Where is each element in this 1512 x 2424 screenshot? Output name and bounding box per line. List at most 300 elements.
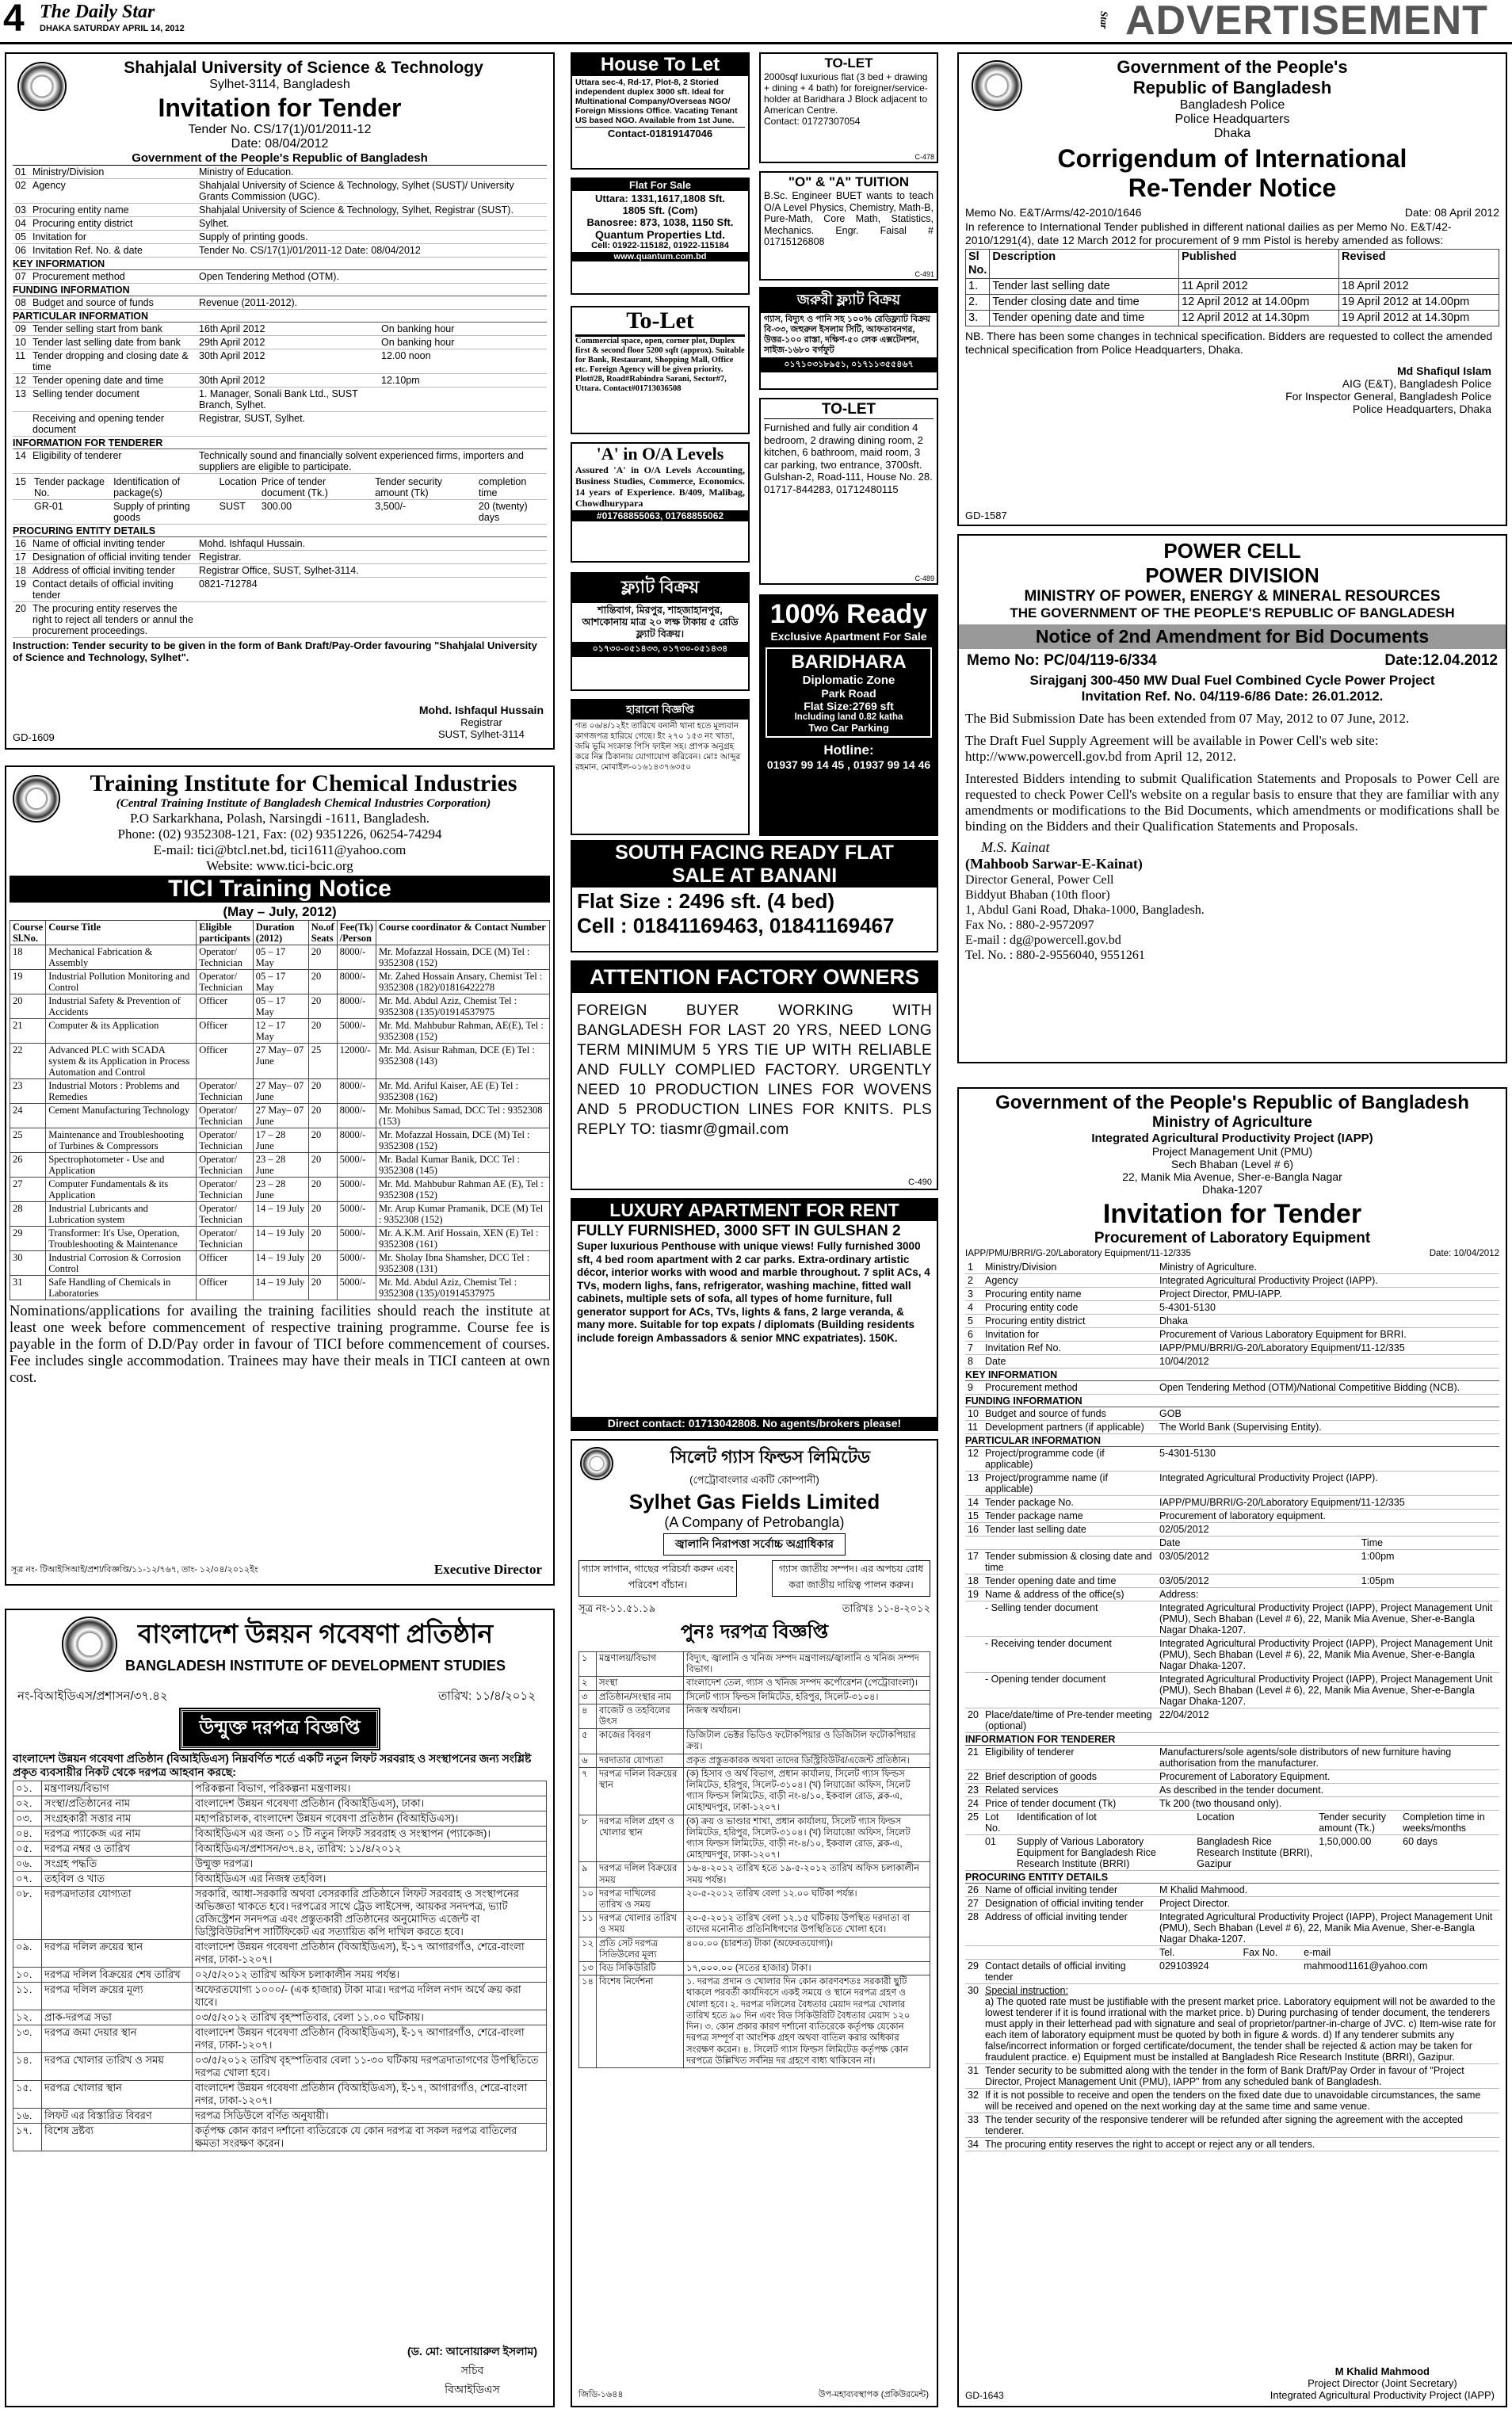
- sust-particular: PARTICULAR INFORMATION: [13, 311, 547, 323]
- police-l1: Bangladesh Police: [1179, 98, 1285, 112]
- table-cell: Mr. Badal Kumar Banik, DCC Tel : 9352308 (145): [376, 1153, 549, 1178]
- table-cell: Invitation for: [983, 1328, 1157, 1342]
- table-cell: 05 – 17 May: [253, 970, 308, 994]
- table-cell: ০৬.: [13, 1857, 42, 1872]
- table-cell: 12: [13, 374, 30, 387]
- table-cell: [379, 387, 547, 412]
- table-cell: Revenue (2011-2012).: [197, 296, 547, 310]
- table-cell: 31: [965, 2064, 983, 2089]
- table-cell: বাজেট ও তহবিলের উৎস: [597, 1704, 684, 1728]
- table-row: [10, 1104, 550, 1128]
- table-cell: 20: [13, 602, 30, 638]
- table-cell: ০৯.: [13, 1940, 42, 1968]
- tuition-body: B.Sc. Engineer BUET wants to teach O/A Level Physics, Chemistry, Math-B, Pure-Math, Core Math, Statistics, Mechanics. Engr. Faisal # 01715126808: [764, 190, 934, 247]
- house-title: House To Let: [572, 54, 748, 76]
- table-row: [579, 1815, 930, 1862]
- sust-sig-title: Registrar: [460, 716, 502, 728]
- factory-title: ATTENTION FACTORY OWNERS: [572, 962, 937, 993]
- table-row: [10, 1019, 550, 1044]
- section-title: ADVERTISEMENT: [1125, 0, 1488, 44]
- table-cell: ০২/৫/২০১২ তারিখ অফিস চলাকালীন সময় পর্যন্ত।: [193, 1968, 547, 1983]
- luxury-apartment-ad: [571, 1198, 938, 1431]
- table-cell: 4: [965, 1301, 983, 1315]
- table-cell: (ক) হিসাব ও অর্থ বিভাগ, প্রধান কার্যালয়, সিলেট গ্যাস ফিল্ডস লিমিটেড, হরিপুর, সিলেট-৩১০৪। (খ) লিয়াজো অফিস, সিলেট গ্যাস ফিল্ডস লিমিটেড, বাড়ী নং-৪/১০, ইকবাল রোড, ব্লক-এ, মোহাম্মদপুর, ঢাকা-১২০৭।: [684, 1767, 930, 1815]
- table-cell: On banking hour: [379, 323, 547, 336]
- table-cell: 10: [13, 336, 30, 349]
- iapp-city: Dhaka-1207: [1201, 1183, 1263, 1196]
- factory-owners-ad: [571, 960, 938, 1190]
- table-row: [13, 374, 547, 387]
- tolet1-body: 2000sqf luxurious flat (3 bed + drawing + dining + 4 bath) for foreigner/service-holder at Baridhara J Block adjacent to American Centre.: [764, 71, 928, 116]
- table-cell: Tender package No.: [983, 1496, 1157, 1510]
- table-row: [965, 1746, 1499, 1770]
- table-cell: 5-4301-5130: [1157, 1447, 1499, 1472]
- table-cell: 21: [965, 1746, 983, 1770]
- power-a4: Fax No. : 880-2-9572097: [965, 918, 1094, 932]
- table-cell: কাজের বিবরণ: [597, 1729, 684, 1754]
- table-cell: 19 April 2012 at 14.30pm: [1339, 311, 1499, 326]
- bnflat-body: গ্যাস, বিদ্যুৎ ও পানি সহ ১০০% রেডিফ্ল্যাট বিক্রয় বি-৩৩, জহুরুল ইসলাম সিটি, আফতাবনগর, উত্তর-১০০ রাস্তা, দক্ষিণ-৫০ লেক এক্সটেনশন, সাইজ-১৬৮০ বর্গফুট: [764, 315, 930, 355]
- table-cell: [379, 412, 547, 437]
- table-cell: দরপত্র প্যাকেজ এর নাম: [42, 1827, 193, 1842]
- table-row: [13, 1842, 547, 1857]
- sust-table-3: [13, 296, 547, 310]
- table-row: [10, 945, 550, 970]
- sylhet-en-sub: (A Company of Petrobangla): [664, 1514, 845, 1530]
- table-cell: 15: [965, 1510, 983, 1523]
- table-cell: 30: [10, 1251, 46, 1276]
- table-row: [13, 449, 547, 474]
- table-row: [965, 1510, 1499, 1523]
- ready-park: Two Car Parking: [808, 722, 889, 734]
- iapp-table-7: [965, 1746, 1499, 1811]
- table-cell: Procurement method: [983, 1381, 1157, 1395]
- table-cell: Industrial Pollution Monitoring and Control: [46, 970, 197, 994]
- tici-phone: Phone: (02) 9352308-121, Fax: (02) 9351226, 06254-74294: [117, 826, 442, 842]
- table-row: [13, 2109, 547, 2124]
- table-row: [965, 1381, 1499, 1395]
- sale-l1: Uttara: 1331,1617,1808 Sft.: [594, 193, 726, 204]
- table-row: [10, 1178, 550, 1202]
- table-cell: 12.10pm: [379, 374, 547, 387]
- table-cell: If it is not possible to receive and open the tenders on the fixed date due to unavoidable circumstances, the same will be received and opened on the next working day at the same time and same venue.: [983, 2089, 1499, 2113]
- table-cell: Project Director, PMU-IAPP.: [1157, 1288, 1499, 1301]
- tici-addr: P.O Sarkarkhana, Polash, Narsingdi -1611, Bangladesh.: [129, 811, 430, 826]
- table-row: [965, 1301, 1499, 1315]
- table-cell: Mr. A.K.M. Arif Hossain, XEN (E) Tel : 9352308 (161): [376, 1227, 549, 1251]
- table-cell: 1:05pm: [1359, 1575, 1499, 1588]
- table-cell: 30th April 2012: [197, 349, 379, 374]
- banani-l3: Flat Size : 2496 sft. (4 bed): [577, 889, 835, 913]
- table-cell: 17: [13, 551, 30, 564]
- table-cell: মন্ত্রণালয়/বিভাগ: [597, 1652, 684, 1677]
- table-row: [965, 1496, 1499, 1510]
- table-row: [13, 387, 547, 412]
- table-cell: ৪: [579, 1704, 597, 1728]
- table-cell: 12 April 2012 at 14.30pm: [1179, 311, 1339, 326]
- sylhet-safety: জ্বালানি নিরাপত্তা সর্বোচ্চ অগ্রাধিকার: [663, 1533, 846, 1556]
- ready-zone: Diplomatic Zone: [802, 674, 895, 687]
- table-cell: M Khalid Mahmood.: [1157, 1884, 1499, 1897]
- table-cell: ০৩.: [13, 1811, 42, 1827]
- table-cell: Integrated Agricultural Productivity Project (IAPP), Project Management Unit (PMU), Sech Bhaban (Level # 6), 22, Manik Mia Avenue, Sher-e-Bangla Nagar Dhaka-1207.: [1157, 1673, 1499, 1708]
- table-cell: [965, 1673, 983, 1708]
- tici-logo: [13, 775, 60, 823]
- table-row: [13, 1796, 547, 1811]
- tici-period: (May – July, 2012): [223, 904, 337, 919]
- table-cell: Designation of official inviting tender: [30, 551, 197, 564]
- table-cell: Invitation Ref No.: [983, 1342, 1157, 1355]
- iapp-pmu: Project Management Unit (PMU): [1151, 1145, 1313, 1158]
- table-cell: Ministry/Division: [983, 1261, 1157, 1274]
- table-cell: [197, 602, 547, 638]
- power-a5: E-mail : dg@powercell.gov.bd: [965, 933, 1121, 947]
- table-row: [965, 1588, 1499, 1601]
- table-row: [965, 1261, 1499, 1274]
- table-cell: Tender selling start from bank: [30, 323, 197, 336]
- table-cell: 07: [13, 270, 30, 284]
- sust-table-5: [13, 449, 547, 474]
- table-cell: নিজস্ব অর্থায়ন।: [684, 1704, 930, 1728]
- table-cell: 22: [965, 1770, 983, 1784]
- tuition-title: "O" & "A" TUITION: [788, 174, 910, 189]
- table-cell: দরপত্রদাতার যোগ্যতা: [42, 1887, 193, 1940]
- police-date: Date: 08 April 2012: [1404, 206, 1499, 219]
- table-cell: ১৩: [579, 1962, 597, 1975]
- table-cell: ৯: [579, 1862, 597, 1887]
- sylhet-bn: সিলেট গ্যাস ফিল্ডস লিমিটেড: [670, 1447, 871, 1467]
- table-cell: Officer: [197, 994, 254, 1019]
- table-cell: [965, 1601, 983, 1637]
- tolet2-title: To-Let: [575, 307, 745, 337]
- tolet3-code: C-489: [914, 575, 934, 582]
- banani-l1: SOUTH FACING READY FLAT: [572, 842, 937, 865]
- iapp-table-8: [965, 1884, 1499, 1946]
- table-cell: Ministry of Agriculture.: [1157, 1261, 1499, 1274]
- table-row: [10, 1227, 550, 1251]
- table-cell: Project/programme name (if applicable): [983, 1472, 1157, 1496]
- table-cell: 3.: [966, 311, 990, 326]
- ready-incl: Including land 0.82 katha: [794, 712, 903, 722]
- table-cell: 20: [308, 945, 337, 970]
- table-cell: প্রকৃত প্রস্তুতকারক অথবা তাদের ডিস্ট্রিবিউটর/এজেন্ট প্রতিষ্ঠান।: [684, 1754, 930, 1767]
- power-signature: M.S. Kainat: [981, 839, 1050, 855]
- sust-address: Sylhet-3114, Bangladesh: [209, 78, 350, 91]
- table-cell: 8000/-: [337, 1128, 376, 1153]
- table-row: [13, 602, 547, 638]
- iapp-s1: Project Director (Joint Secretary): [1308, 2377, 1457, 2389]
- table-row: [13, 1968, 547, 1983]
- table-row: [965, 1601, 1499, 1637]
- power-a2: Biddyut Bhaban (10th floor): [965, 888, 1110, 902]
- bids-intro: বাংলাদেশ উন্নয়ন গবেষণা প্রতিষ্ঠান (বিআইডিএস) নিম্নবর্ণিত শর্তে একটি নতুন লিফট সরবরাহ ও সংস্থাপনের জন্য সংশ্লিষ্ট প্রকৃত ব্যবসায়ীর নিকট থেকে দরপত্র আহবান করছে:: [13, 1752, 532, 1778]
- table-cell: 5000/-: [337, 1019, 376, 1044]
- table-row: [10, 1128, 550, 1153]
- table-cell: Spectrophotometer - Use and Application: [46, 1153, 197, 1178]
- sust-date: Date: 08/04/2012: [231, 137, 329, 151]
- sust-procuring: PROCURING ENTITY DETAILS: [13, 525, 547, 537]
- table-cell: Project Director.: [1157, 1897, 1499, 1911]
- ready-size: Flat Size:2769 sft: [804, 700, 894, 712]
- sust-tender-ad: [5, 52, 555, 750]
- table-cell: 09: [13, 323, 30, 336]
- table-cell: Computer & its Application: [46, 1019, 197, 1044]
- iapp-s2: Integrated Agricultural Productivity Project (IAPP): [1270, 2389, 1495, 2401]
- police-l3: Dhaka: [1213, 127, 1251, 140]
- bids-sig-org: বিআইডিএস: [445, 2383, 500, 2395]
- table-cell: 18 April 2012: [1339, 279, 1499, 295]
- table-cell: Tender package name: [983, 1510, 1157, 1523]
- iapp-table-9: [965, 2064, 1499, 2151]
- bids-logo: [62, 1617, 117, 1672]
- table-cell: 20: [308, 1128, 337, 1153]
- table-row: [13, 204, 547, 217]
- table-cell: ০৪.: [13, 1827, 42, 1842]
- table-row: [965, 1328, 1499, 1342]
- table-row: [10, 1044, 550, 1079]
- table-cell: 10: [965, 1407, 983, 1421]
- power-a6: Tel. No. : 880-2-9556040, 9551261: [965, 949, 1145, 962]
- table-cell: 5000/-: [337, 1227, 376, 1251]
- sust-sig-org: SUST, Sylhet-3114: [438, 728, 525, 740]
- table-cell: Officer: [197, 1251, 254, 1276]
- table-cell: 20: [308, 970, 337, 994]
- table-cell: Mechanical Fabrication & Assembly: [46, 945, 197, 970]
- table-cell: 7: [965, 1342, 983, 1355]
- table-row: [579, 1754, 930, 1767]
- table-cell: ১৬-৪-২০১২ তারিখ হতে ১৯-৫-২০১২ তারিখ অফিস চলাকালীন সময় পর্যন্ত।: [684, 1862, 930, 1887]
- table-cell: The procuring entity reserves the right to accept or reject any or all tenders.: [983, 2138, 1499, 2151]
- table-cell: 14 – 19 July: [253, 1251, 308, 1276]
- police-sig: Md Shafiqul Islam: [1396, 365, 1491, 377]
- table-cell: Integrated Agricultural Productivity Project (IAPP), Project Management Unit (PMU), Sech Bhaban (Level # 6), 22, Manik Mia Avenue, Sher-e-Bangla Nagar Dhaka-1207.: [1157, 1911, 1499, 1946]
- power-memo: Memo No: PC/04/119-6/334: [967, 652, 1157, 669]
- tuition-ad: [759, 171, 938, 281]
- table-cell: Procuring entity name: [983, 1288, 1157, 1301]
- table-cell: 17: [965, 1550, 983, 1575]
- table-cell: 1:00pm: [1359, 1550, 1499, 1575]
- sust-table-6: [13, 537, 547, 638]
- table-cell: 16: [13, 537, 30, 551]
- alevel-body: Assured 'A' in O/A Levels Accounting, Business Studies, Commerce, Economics. 14 years of Experience. B/409, Malibag, Chowdhurypara: [575, 464, 745, 509]
- house-contact: Contact-01819147046: [575, 127, 745, 139]
- table-cell: বিশেষ নির্দেশনা: [597, 1975, 684, 2068]
- table-cell: 14: [965, 1496, 983, 1510]
- table-row: [965, 2113, 1499, 2138]
- lost-notice-ad: [571, 699, 750, 835]
- table-cell: ০৮.: [13, 1887, 42, 1940]
- table-cell: Tender last selling date: [983, 1523, 1157, 1536]
- table-cell: 23 – 28 June: [253, 1178, 308, 1202]
- table-cell: অফেরতযোগ্য ১০০০/- (এক হাজার) টাকা মাত্র। দরপত্র দলিল নগদ অর্থে ক্রয় করা যাবে।: [193, 1983, 547, 2010]
- table-cell: সংগ্রহ পদ্ধতি: [42, 1857, 193, 1872]
- table-cell: 05 – 17 May: [253, 945, 308, 970]
- police-retender-ad: [957, 52, 1507, 526]
- ready-road: Park Road: [821, 687, 876, 700]
- police-table: [965, 249, 1499, 326]
- table-cell: ৭: [579, 1767, 597, 1815]
- police-s3: Police Headquarters, Dhaka: [1352, 403, 1491, 415]
- table-cell: Mr. Md. Asisur Rahman, DCE (E) Tel : 9352308 (143): [376, 1044, 549, 1079]
- table-row: [579, 1975, 930, 2068]
- table-cell: সংস্থা: [597, 1677, 684, 1690]
- table-cell: 22/04/2012: [1157, 1708, 1499, 1733]
- table-cell: 25: [308, 1044, 337, 1079]
- table-cell: ০৫.: [13, 1842, 42, 1857]
- table-cell: Name of official inviting tender: [983, 1884, 1157, 1897]
- power-t1: POWER CELL: [1163, 539, 1301, 563]
- table-cell: 19 April 2012 at 14.00pm: [1339, 295, 1499, 311]
- tolet3-phone: 01717-844283, 01712480115: [764, 483, 899, 495]
- table-cell: Invitation Ref. No. & date: [30, 244, 197, 258]
- table-cell: Budget and source of funds: [983, 1407, 1157, 1421]
- bids-name-bn: বাংলাদেশ উন্নয়ন গবেষণা প্রতিষ্ঠান: [137, 1619, 494, 1648]
- lost-title: হারানো বিজ্ঞপ্তি: [572, 700, 748, 720]
- alevel-phone: #01768855063, 01768855062: [572, 510, 748, 521]
- table-cell: Procurement of laboratory equipment.: [1157, 1510, 1499, 1523]
- sust-table-4: [13, 323, 547, 437]
- table-cell: Mr. Mofazzal Hossain, DCE (M) Tel : 9352308 (152): [376, 1128, 549, 1153]
- table-row: [965, 1523, 1499, 1536]
- table-row: [13, 1811, 547, 1827]
- table-cell: Procurement of Various Laboratory Equipment for BRRI.: [1157, 1328, 1499, 1342]
- table-cell: 8000/-: [337, 1104, 376, 1128]
- iapp-key: KEY INFORMATION: [965, 1369, 1499, 1381]
- table-cell: 5000/-: [337, 1202, 376, 1227]
- table-row: [579, 1704, 930, 1728]
- iapp-min: Ministry of Agriculture: [1152, 1114, 1312, 1131]
- table-cell: 18: [965, 1575, 983, 1588]
- table-cell: দরদাতার যোগ্যতা: [597, 1754, 684, 1767]
- table-row: [13, 323, 547, 336]
- table-cell: ১০: [579, 1887, 597, 1911]
- table-cell: 19: [10, 970, 46, 994]
- police-body: In reference to International Tender published in different national dailies as per Memo No. E&T/42-2010/1291(4), date 12 March 2012 for procurement of 9 mm Pistol is hereby amended as follows:: [965, 220, 1452, 246]
- table-cell: Officer: [197, 1276, 254, 1300]
- table-cell: Officer: [197, 1019, 254, 1044]
- table-cell: Dhaka: [1157, 1315, 1499, 1328]
- tici-title: TICI Training Notice: [10, 876, 550, 903]
- table-cell: Shahjalal University of Science & Technology, Sylhet, Registrar (SUST).: [197, 204, 547, 217]
- bids-title: উন্মুক্ত দরপত্র বিজ্ঞপ্তি: [181, 1709, 378, 1749]
- power-inv: Invitation Ref. No. 04/119-6/86 Date: 26.01.2012.: [1081, 689, 1384, 704]
- table-cell: Address:: [1157, 1588, 1499, 1601]
- table-row: [13, 412, 547, 437]
- table-cell: দরপত্র খোলার তারিখ ও সময়: [42, 2053, 193, 2081]
- table-cell: ১৫.: [13, 2081, 42, 2109]
- sylhet-en: Sylhet Gas Fields Limited: [628, 1490, 880, 1514]
- table-cell: ০২.: [13, 1796, 42, 1811]
- table-cell: বাংলাদেশ উন্নয়ন গবেষণা প্রতিষ্ঠান (বিআইডিএস), ই-১৭ আগারগাঁও, শেরে-বাংলা নগর, ঢাকা-১২০৭।: [193, 2025, 547, 2053]
- table-cell: ১. দরপত্র প্রদান ও খোলার দিন কোন কারণবশতঃ সরকারী ছুটি থাকলে পরবর্তী কার্যদিবসে একই সময়ে ও স্থানে দরপত্র গ্রহণ ও খোলা হবে। ২. দরপত্র দলিলের বৈধতার মেয়াদ দরপত্র খোলার তারিখ হতে ৯০ দিন এবং বিড সিকিউরিটি বৈধতার মেয়াদ ১২০ দিন। ৩. কোন প্রকার কারণ দর্শানো ব্যতিরেকে কর্তৃপক্ষ যেকোন দরপত্র সম্পূর্ণ বা আংশিক গ্রহণ অথবা বাতিল করার অধিকার সংরক্ষণ করেন। ৪. সিলেট গ্যাস ফিল্ডস লিমিটেড কর্তৃপক্ষ কোন দরপত্রে উল্লিখিত সর্বনিম্ন দর গ্রহণে বাধ্য থাকিবেন না।: [684, 1975, 930, 2068]
- table-cell: Contact details of official inviting tender: [30, 578, 197, 602]
- table-cell: 20: [308, 1019, 337, 1044]
- police-gov1: Government of the People's: [1117, 57, 1348, 77]
- iapp-table-3: [965, 1407, 1499, 1434]
- table-cell: 8000/-: [337, 994, 376, 1019]
- sust-sig-name: Mohd. Ishfaqul Hussain: [418, 704, 544, 716]
- table-row: [13, 1887, 547, 1940]
- table-cell: 02: [13, 179, 30, 204]
- table-row: [10, 970, 550, 994]
- police-gov2: Republic of Bangladesh: [1132, 78, 1332, 97]
- table-cell: 21: [10, 1019, 46, 1044]
- column-header: Sl No.: [966, 250, 990, 279]
- table-cell: 14 – 19 July: [253, 1202, 308, 1227]
- table-row: [965, 1355, 1499, 1369]
- table-cell: ৩: [579, 1690, 597, 1704]
- iapp-gov: Government of the People's Republic of Bangladesh: [995, 1092, 1469, 1113]
- table-cell: প্রাক-দরপত্র সভা: [42, 2010, 193, 2025]
- table-cell: 19: [13, 578, 30, 602]
- table-cell: Brief description of goods: [983, 1770, 1157, 1784]
- table-cell: বাংলাদেশ উন্নয়ন গবেষণা প্রতিষ্ঠান (বিআইডিএস), ঢাকা।: [193, 1796, 547, 1811]
- table-cell: Registrar, SUST, Sylhet.: [197, 412, 379, 437]
- table-cell: ০১.: [13, 1781, 42, 1796]
- power-t3: MINISTRY OF POWER, ENERGY & MINERAL RESOURCES: [1024, 588, 1441, 605]
- table-cell: 11: [965, 1421, 983, 1434]
- table-cell: 5000/-: [337, 1178, 376, 1202]
- dateline: DHAKA SATURDAY APRIL 14, 2012: [40, 24, 185, 33]
- table-cell: ০৩/৫/২০১২ তারিখ বৃহস্পতিবার, বেলা ১১.০০ ঘটিকায়।: [193, 2010, 547, 2025]
- table-cell: দরপত্র খোলার স্থান: [42, 2081, 193, 2109]
- table-cell: - Selling tender document: [983, 1601, 1157, 1637]
- table-cell: Tender closing date and time: [990, 295, 1179, 311]
- table-row: [10, 1079, 550, 1104]
- table-cell: 06: [13, 244, 30, 258]
- table-row: [579, 1862, 930, 1887]
- table-cell: 23: [965, 1784, 983, 1797]
- table-cell: Operator/ Technician: [197, 1178, 254, 1202]
- table-cell: উন্মুক্ত দরপত্র।: [193, 1857, 547, 1872]
- table-cell: দরপত্র দলিল ক্রয়ের স্থান: [42, 1940, 193, 1968]
- bn-flat-sale-2-ad: [571, 572, 750, 691]
- table-cell: 29: [10, 1227, 46, 1251]
- table-row: [965, 2089, 1499, 2113]
- table-cell: Selling tender document: [30, 387, 197, 412]
- table-cell: 20: [308, 1153, 337, 1178]
- table-cell: Tender security to be submitted along with the tender in the form of Bank Draft/Pay Order in favour of "Project Director, Project Management Unit (PMU), IAPP" from any scheduled bank of Bangladesh.: [983, 2064, 1499, 2089]
- tolet1-code: C-478: [914, 153, 934, 161]
- table-cell: Price of tender document (Tk): [983, 1797, 1157, 1811]
- iapp-bh: Sech Bhaban (Level # 6): [1170, 1158, 1294, 1170]
- factory-code: C-490: [908, 1178, 932, 1187]
- table-row: [13, 2124, 547, 2151]
- table-cell: 05: [13, 231, 30, 244]
- sylhet-ref: সূত্র নং-১১.৫১.১৯: [578, 1602, 656, 1614]
- table-cell: 27: [10, 1178, 46, 1202]
- lost-body: গত ০৬/৪/১২ইং তারিখে বনানী থানা হতে মূল্যবান কাগজপত্র হারিয়ে গেছে। ইং ২৭০ ১৫৩ নং খাতা, জমি ভূমি সংক্রান্ত পিসি ফাইল সহ। প্রাপক অনুগ্রহ করে নিম্ন ঠিকানায় যোগাযোগ করিবেন। মোঃ আব্দুর রহমান, মোবাইল-০১৬১৪৩৭৬৩৫০: [575, 721, 741, 772]
- iapp-fund: FUNDING INFORMATION: [965, 1395, 1499, 1407]
- table-row: [965, 2064, 1499, 2089]
- table-cell: As described in the tender document.: [1157, 1784, 1499, 1797]
- bids-ref: নং-বিআইডিএস/প্রশাসন/৩৭.৪২: [17, 1689, 168, 1703]
- bids-tender-ad: [5, 1609, 555, 2407]
- table-cell: দরপত্র দলিল গ্রহণ ও খোলার স্থান: [597, 1815, 684, 1862]
- table-cell: 20: [308, 1202, 337, 1227]
- table-cell: - Receiving tender document: [983, 1637, 1157, 1673]
- table-cell: Open Tendering Method (OTM).: [197, 270, 547, 284]
- table-cell: 29th April 2012: [197, 336, 379, 349]
- table-cell: Operator/ Technician: [197, 1104, 254, 1128]
- table-cell: 1: [965, 1261, 983, 1274]
- table-cell: Budget and source of funds: [30, 296, 197, 310]
- table-cell: বিশেষ দ্রষ্টব্য: [42, 2124, 193, 2151]
- table-cell: 12: [965, 1447, 983, 1472]
- table-cell: Industrial Motors : Problems and Remedies: [46, 1079, 197, 1104]
- bnflat2-body: শান্তিবাগ, মিরপুর, শাহজাহানপুর, আশকোনায় মাত্র ২০ লক্ষ টাকায় ৫ রেডি ফ্ল্যাট বিক্রয়।: [582, 605, 739, 639]
- sust-instruction: Instruction: Tender security to be given in the form of Bank Draft/Pay-Order favouring "Shahjalal University of Science and Technology, Sylhet".: [13, 639, 537, 663]
